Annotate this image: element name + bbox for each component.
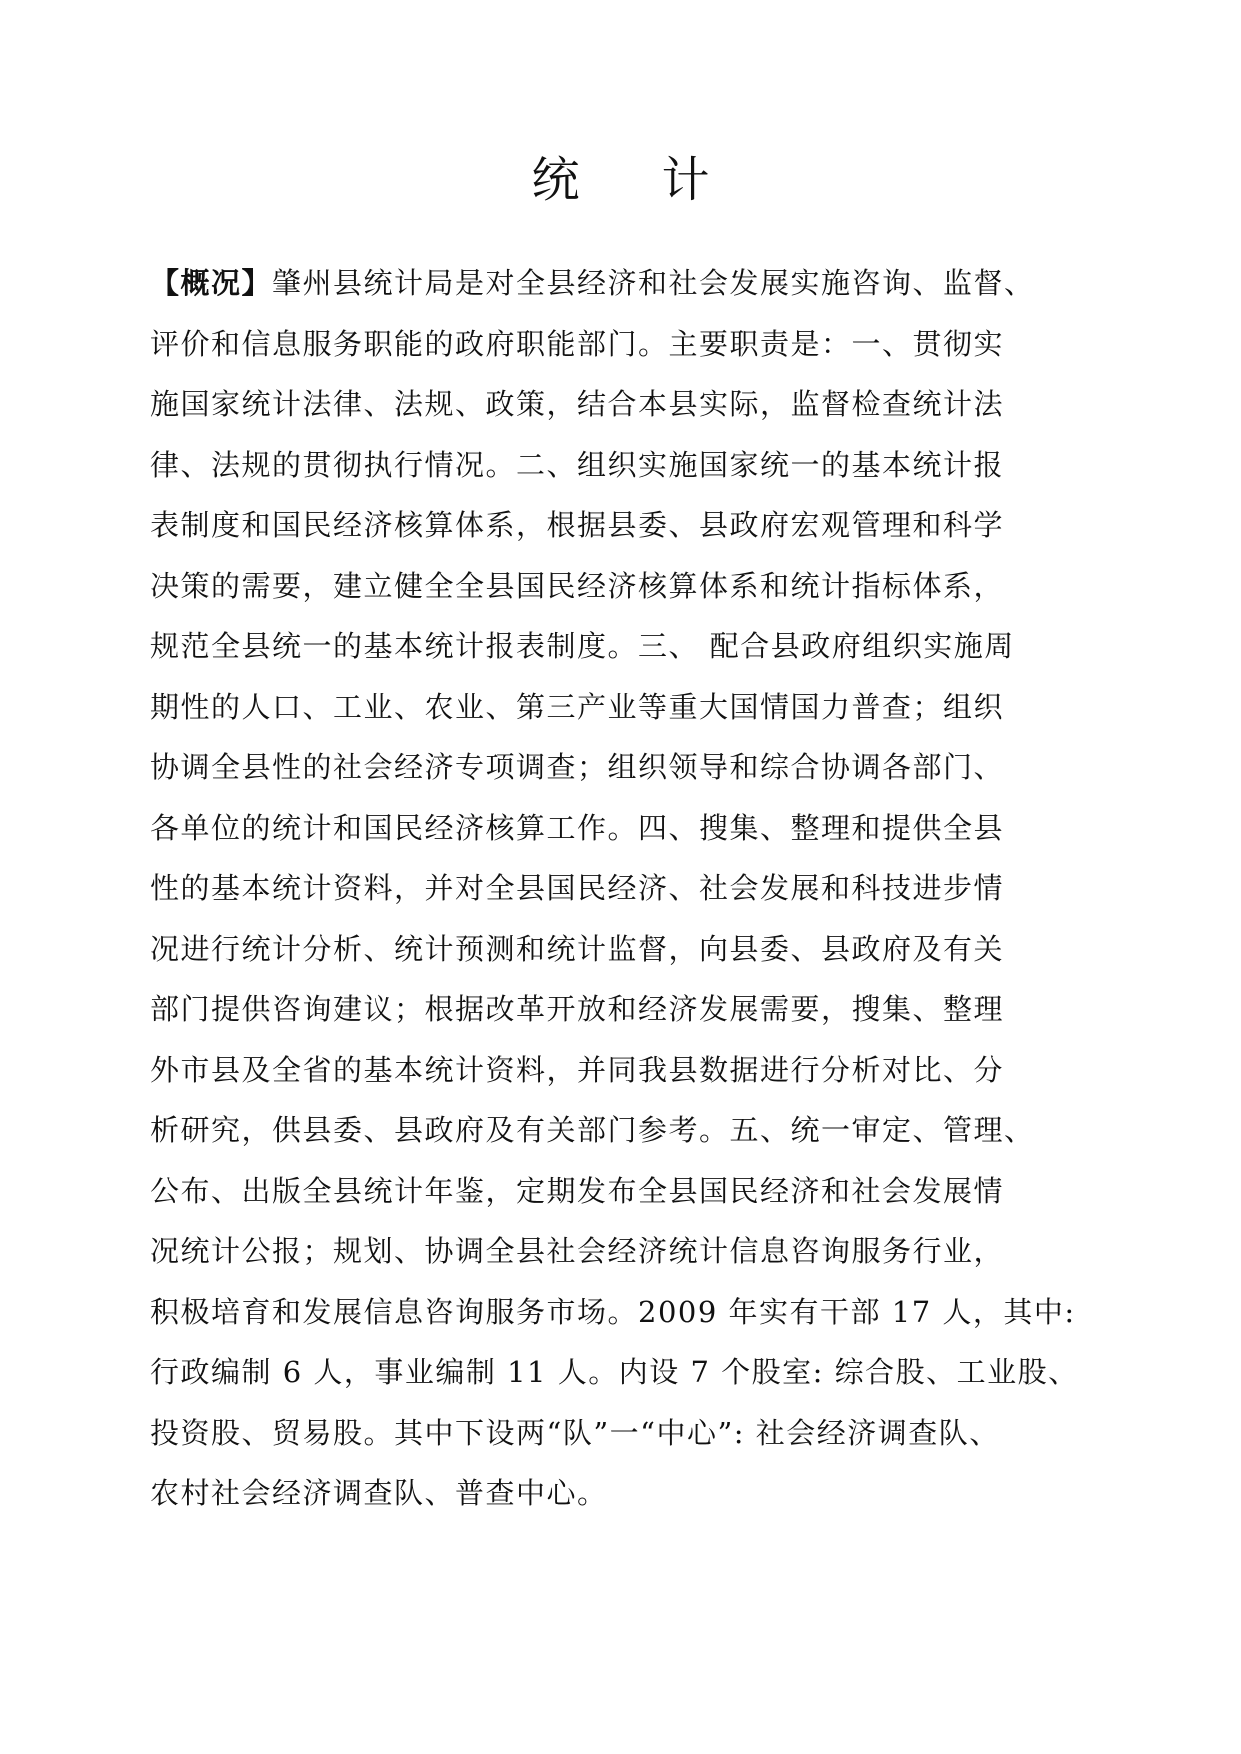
text-line-12: 况进行统计分析、统计预测和统计监督，向县委、县政府及有关: [150, 931, 1005, 966]
text-line-2: 评价和信息服务职能的政府职能部门。主要职责是：一、贯彻实: [150, 326, 1005, 361]
text-line-5: 表制度和国民经济核算体系，根据县委、县政府宏观管理和科学: [150, 508, 1005, 542]
text-line-3: 施国家统计法律、法规、政策，结合本县实际，监督检查统计法: [150, 387, 1005, 421]
text-line-4: 律、法规的贯彻执行情况。二、组织实施国家统一的基本统计报: [150, 447, 1005, 482]
text-line-1: [150, 253, 1090, 314]
text-line-16: 公布、出版全县统计年鉴，定期发布全县国民经济和社会发展情: [150, 1173, 1005, 1208]
text-line-9: 协调全县性的社会经济专项调查；组织领导和综合协调各部门、: [150, 750, 1005, 784]
text-line-1-content: 肇州县统计局是对全县经济和社会发展实施咨询、监督、: [272, 266, 1035, 300]
text-line-17: 况统计公报；规划、协调全县社会经济统计信息咨询服务行业，: [150, 1234, 1005, 1268]
text-line-20: 投资股、贸易股。其中下设两“队”一“中心”: 社会经济调查队、: [150, 1415, 1000, 1450]
text-line-19: 行政编制 6 人，事业编制 11 人。内设 7 个股室: 综合股、工业股、: [150, 1355, 1079, 1389]
text-line-13: 部门提供咨询建议；根据改革开放和经济发展需要，搜集、整理: [150, 992, 1005, 1026]
text-line-8: 期性的人口、工业、农业、第三产业等重大国情国力普查；组织: [150, 689, 1005, 724]
text-line-15: 析研究，供县委、县政府及有关部门参考。五、统一审定、管理、: [150, 1113, 1035, 1147]
body-text: [150, 253, 1090, 1524]
text-line-10: 各单位的统计和国民经济核算工作。四、搜集、整理和提供全县: [150, 810, 1005, 845]
page-title: 统计: [531, 152, 792, 208]
section-label: 【概况】: [150, 266, 273, 300]
text-line-7: 规范全县统一的基本统计报表制度。三、 配合县政府组织实施周: [150, 629, 1015, 663]
text-line-11: 性的基本统计资料，并对全县国民经济、社会发展和科技进步情: [150, 871, 1005, 905]
text-line-14: 外市县及全省的基本统计资料，并同我县数据进行分析对比、分: [150, 1052, 1005, 1087]
text-line-18: 积极培育和发展信息咨询服务市场。2009 年实有干部 17 人，其中:: [150, 1294, 1076, 1329]
text-line-6: 决策的需要，建立健全全县国民经济核算体系和统计指标体系，: [150, 568, 1005, 603]
text-line-21: 农村社会经济调查队、普查中心。: [150, 1476, 608, 1510]
